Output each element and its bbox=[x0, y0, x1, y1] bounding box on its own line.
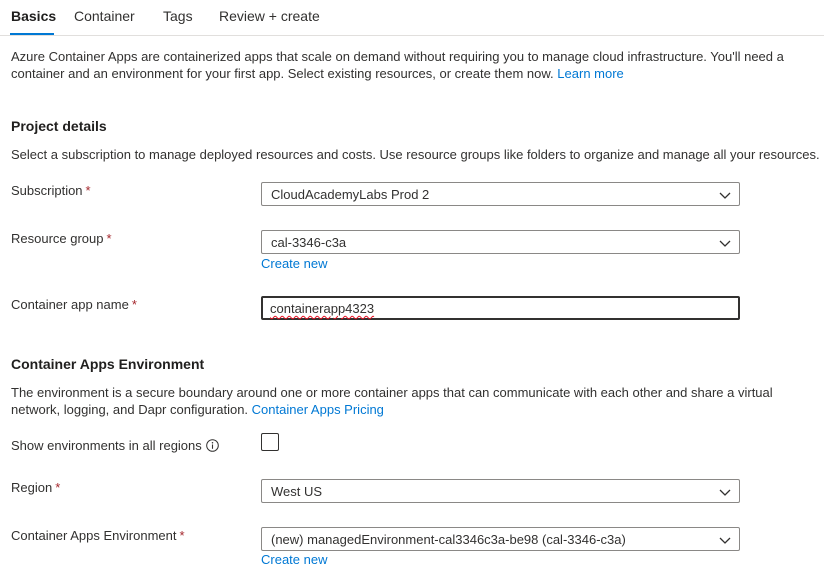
chevron-down-icon bbox=[718, 188, 732, 202]
container-app-name-label: Container app name * bbox=[11, 297, 137, 312]
required-marker: * bbox=[55, 480, 61, 495]
tab-container[interactable]: Container bbox=[74, 8, 135, 24]
intro-text: Azure Container Apps are containerized apps that scale on demand without requiring you to manage cloud infrastructure. You'll need a container and an environment for your first app. Select existing resources, or create them now. bbox=[11, 49, 784, 81]
resource-group-label: Resource group * bbox=[11, 231, 112, 246]
create-new-environment-link[interactable]: Create new bbox=[261, 552, 328, 567]
required-marker: * bbox=[131, 297, 137, 312]
subscription-label: Subscription * bbox=[11, 183, 91, 198]
resource-group-dropdown[interactable] bbox=[261, 230, 740, 254]
required-marker: * bbox=[106, 231, 112, 246]
required-marker: * bbox=[179, 528, 185, 543]
region-dropdown[interactable] bbox=[261, 479, 740, 503]
create-new-resource-group-link[interactable]: Create new bbox=[261, 256, 328, 271]
show-all-regions-checkbox[interactable] bbox=[261, 433, 279, 451]
project-details-heading: Project details bbox=[11, 118, 107, 134]
environment-paragraph bbox=[11, 384, 801, 418]
environment-description: The environment is a secure boundary around one or more container apps that can communicate with each other and share a virtual network, logging, and Dapr configuration. bbox=[11, 385, 773, 417]
chevron-down-icon bbox=[718, 485, 732, 499]
environment-dropdown[interactable] bbox=[261, 527, 740, 551]
environment-heading: Container Apps Environment bbox=[11, 356, 205, 372]
container-app-name-value: containerapp4323 bbox=[270, 301, 375, 316]
tab-review-create[interactable]: Review + create bbox=[219, 8, 320, 24]
container-apps-pricing-link[interactable]: Container Apps Pricing bbox=[251, 402, 384, 417]
region-value: West US bbox=[271, 484, 323, 499]
environment-label: Container Apps Environment * bbox=[11, 528, 185, 543]
tab-basics[interactable]: Basics bbox=[11, 8, 57, 24]
required-marker: * bbox=[85, 183, 91, 198]
intro-paragraph bbox=[11, 48, 811, 82]
chevron-down-icon bbox=[718, 236, 732, 250]
container-app-name-input[interactable] bbox=[261, 296, 740, 320]
tab-tags[interactable]: Tags bbox=[163, 8, 193, 24]
region-label: Region * bbox=[11, 480, 61, 495]
info-icon[interactable] bbox=[206, 439, 219, 452]
subscription-dropdown[interactable] bbox=[261, 182, 740, 206]
environment-value: (new) managedEnvironment-cal3346c3a-be98 (cal-3346-c3a) bbox=[271, 532, 626, 547]
tab-bar bbox=[0, 0, 824, 36]
subscription-value: CloudAcademyLabs Prod 2 bbox=[271, 187, 430, 202]
learn-more-link[interactable]: Learn more bbox=[557, 66, 624, 81]
tab-divider bbox=[0, 35, 824, 36]
show-all-regions-label: Show environments in all regions bbox=[11, 438, 219, 453]
resource-group-value: cal-3346-c3a bbox=[271, 235, 347, 250]
chevron-down-icon bbox=[718, 533, 732, 547]
project-details-description: Select a subscription to manage deployed resources and costs. Use resource groups like folders to organize and manage all your resources. bbox=[11, 147, 820, 162]
